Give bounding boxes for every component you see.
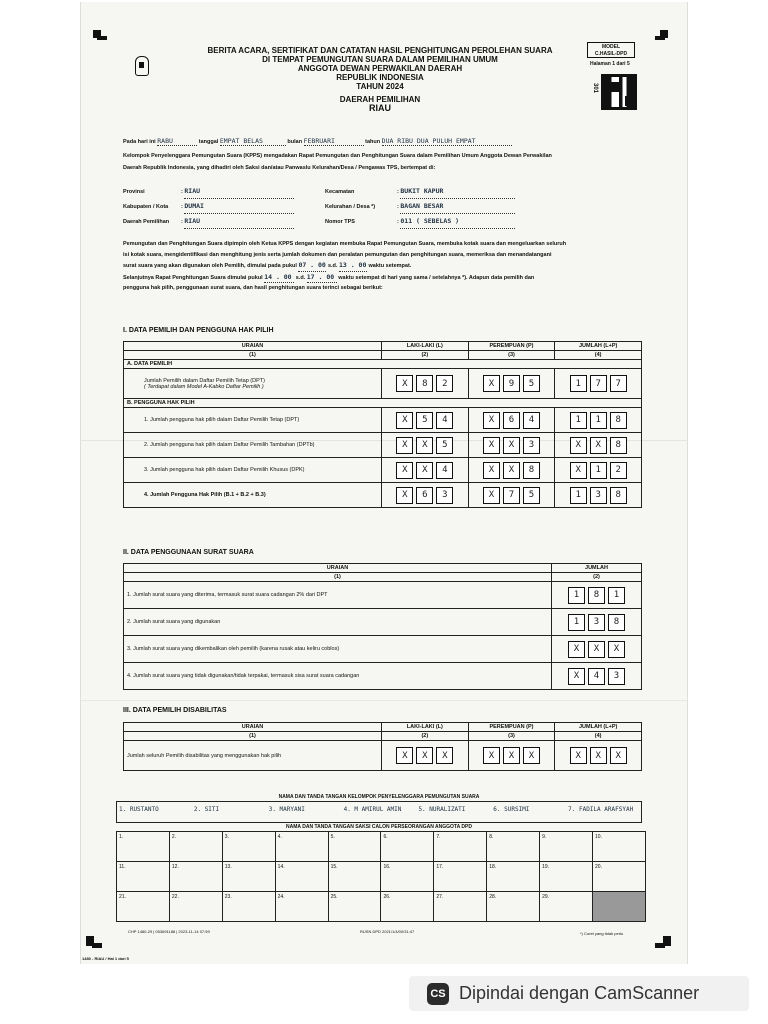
col-header: LAKI-LAKI (L) (382, 342, 469, 351)
digit-box: 1 (590, 412, 607, 429)
saksi-cell: 20. (593, 862, 646, 892)
saksi-cell: 1. (117, 832, 170, 862)
dpt-p-cell (468, 369, 555, 399)
digit-box: 4 (436, 462, 453, 479)
saksi-cell-empty (593, 892, 646, 922)
title-line: RIAU (369, 103, 391, 113)
digit-box: X (608, 641, 625, 658)
saksi-cell: 10. (593, 832, 646, 862)
digit-box: 2 (436, 375, 453, 392)
procedure-line: Selanjutnya Rapat Penghitungan Suara dimulai pukul (123, 274, 263, 281)
col-number: (3) (468, 351, 555, 360)
digit-box: X (483, 747, 500, 764)
label: Daerah Pemilihan (123, 219, 170, 225)
section-1-title: I. DATA PEMILIH DAN PENGGUNA HAK PILIH (123, 327, 274, 334)
tps-value: 011 ( SEBELAS ) (400, 214, 515, 229)
intro-text: Kelompok Penyelenggara Pemungutan Suara (KPPS) mengadakan Rapat Pemungutan dan Penghitungan Suara dalam Pemilihan Umum Anggota Dewan Perwakilan (123, 153, 552, 159)
digit-box-group (472, 375, 552, 392)
label: s.d. (295, 274, 306, 281)
digit-box: 5 (523, 375, 540, 392)
digit-box: X (610, 747, 627, 764)
col-header: URAIAN (124, 564, 552, 573)
digit-box: 9 (503, 375, 520, 392)
model-code: C.HASIL-DPD (594, 51, 628, 57)
disabilitas-row-label: Jumlah seluruh Pemilih disabilitas yang menggunakan hak pilih (124, 741, 382, 771)
ss-r2-cell (552, 609, 642, 636)
digit-box-group (385, 487, 465, 504)
col-number: (4) (555, 732, 642, 741)
saksi-cell: 13. (222, 862, 275, 892)
camscanner-text: Dipindai dengan CamScanner (459, 983, 700, 1003)
b4-p-cell (468, 483, 555, 508)
label: Provinsi (123, 189, 145, 195)
digit-box: X (568, 668, 585, 685)
kpps-signature-row (116, 801, 642, 823)
b2-j-cell (555, 433, 642, 458)
digit-box: X (396, 462, 413, 479)
label: Kelurahan / Desa *) (325, 204, 376, 210)
saksi-cell: 25. (328, 892, 381, 922)
signer-name: 1. RUSTANTO (119, 806, 159, 813)
digit-box-group (472, 437, 552, 454)
col-number: (2) (552, 573, 642, 582)
model-label: MODEL (601, 44, 621, 50)
b1-j-cell (555, 408, 642, 433)
digit-box: 3 (590, 487, 607, 504)
saksi-cell: 26. (381, 892, 434, 922)
ss-row-label: 1. Jumlah surat suara yang diterima, termasuk surat suara cadangan 2% dari DPT (124, 582, 552, 609)
digit-box: 4 (436, 412, 453, 429)
digit-box-group (555, 587, 638, 604)
start-time: 07 . 00 (298, 260, 326, 272)
document-title (170, 46, 590, 113)
ss-row-label: 2. Jumlah surat suara yang digunakan (124, 609, 552, 636)
digit-box: X (416, 747, 433, 764)
col-header: URAIAN (124, 342, 382, 351)
location-block-right: Kecamatan : BUKIT KAPUR Kelurahan / Desa *) : BAGAN BESAR Nomor TPS : 011 ( SEBELAS ) (325, 184, 545, 229)
digit-box: X (590, 437, 607, 454)
col-number: (1) (124, 732, 382, 741)
digit-box-group (558, 375, 638, 392)
digit-box: X (570, 437, 587, 454)
b3-row-label: 3. Jumlah pengguna hak pilih dalam Daftar Pemilih Khusus (DPK) (124, 458, 382, 483)
procedure-line: surat suara yang akan digunakan oleh Pemilih, dimulai pada pukul (123, 263, 297, 269)
digit-box: 4 (523, 412, 540, 429)
digit-box: X (416, 437, 433, 454)
saksi-row (117, 862, 646, 892)
saksi-cell: 23. (222, 892, 275, 922)
digit-box-group (472, 412, 552, 429)
col-header: JUMLAH (L+P) (555, 342, 642, 351)
fold-line (80, 700, 688, 701)
col-header: JUMLAH (L+P) (555, 723, 642, 732)
digit-box-group (472, 462, 552, 479)
subsection-label: A. DATA PEMILIH (124, 360, 642, 369)
saksi-cell: 22. (169, 892, 222, 922)
col-number: (4) (555, 351, 642, 360)
kpps-signature (267, 802, 342, 822)
side-code: 301 (592, 82, 599, 94)
b2-l-cell (382, 433, 469, 458)
label: Kabupaten / Kota (123, 204, 169, 210)
signer-name: 3. MARYANI (268, 806, 305, 813)
label: tanggal (198, 139, 219, 145)
digit-box: X (483, 487, 500, 504)
digit-box: X (483, 437, 500, 454)
b2-row-label: 2. Jumlah pengguna hak pilih dalam Daftar Pemilih Tambahan (DPTb) (124, 433, 382, 458)
label: bulan (287, 139, 303, 145)
location-block: Provinsi : RIAU Kabupaten / Kota : DUMAI Daerah Pemilihan : RIAU (123, 184, 323, 229)
digit-box: X (523, 747, 540, 764)
digit-box: 1 (608, 587, 625, 604)
digit-box: X (503, 747, 520, 764)
digit-box: X (483, 462, 500, 479)
digit-box-group (558, 412, 638, 429)
saksi-cell: 29. (540, 892, 593, 922)
saksi-cell: 19. (540, 862, 593, 892)
col-header: JUMLAH (552, 564, 642, 573)
digit-box: X (483, 412, 500, 429)
col-number: (3) (468, 732, 555, 741)
digit-box: X (570, 747, 587, 764)
saksi-cell: 4. (275, 832, 328, 862)
saksi-cell: 21. (117, 892, 170, 922)
label: waktu setempat. (368, 263, 412, 269)
saksi-row (117, 832, 646, 862)
label: tahun (365, 139, 381, 145)
col-number: (1) (124, 351, 382, 360)
section-3-table (123, 722, 642, 771)
digit-box: 3 (588, 614, 605, 631)
day-value: RABU (157, 138, 197, 146)
kecamatan-value: BUKIT KAPUR (400, 184, 515, 199)
digit-box: 5 (416, 412, 433, 429)
dis-l-cell (382, 741, 469, 771)
digit-box-group (558, 487, 638, 504)
section-1-table (123, 341, 642, 508)
footer-code-left: CHP 1480-29 | 053691188 | 2023-11-14 07:59 (128, 929, 210, 934)
title-line: ANGGOTA DEWAN PERWAKILAN DAERAH (297, 64, 463, 73)
label: s.d. (327, 263, 338, 269)
digit-box: 8 (610, 412, 627, 429)
digit-box: X (396, 375, 413, 392)
digit-box: X (570, 462, 587, 479)
dapil-value: RIAU (184, 214, 294, 229)
ss-r4-cell (552, 663, 642, 690)
registration-mark (92, 943, 102, 948)
digit-box: 8 (608, 614, 625, 631)
digit-box: X (436, 747, 453, 764)
saksi-cell: 14. (275, 862, 328, 892)
saksi-signature-grid (116, 831, 646, 922)
month-value: FEBRUARI (304, 138, 364, 146)
digit-box: X (588, 641, 605, 658)
signer-name: 4. M AMIRUL AMIN (343, 806, 402, 813)
col-number: (1) (124, 573, 552, 582)
registration-mark (655, 36, 665, 40)
label: waktu setempat di hari yang sama / setelahnya *). Adapun data pemilih dan (338, 274, 535, 281)
kpps-signature (342, 802, 417, 822)
ss-r3-cell (552, 636, 642, 663)
digit-box: 7 (610, 375, 627, 392)
saksi-cell: 3. (222, 832, 275, 862)
count-end-time: 17 . 00 (307, 272, 337, 284)
kabupaten-value: DUMAI (184, 199, 294, 214)
digit-box: X (396, 487, 413, 504)
label: Kecamatan (325, 189, 355, 195)
digit-box: 1 (568, 587, 585, 604)
digit-box: 8 (416, 375, 433, 392)
note: ( Terdapat dalam Model A-Kabko Daftar Pemilih ) (144, 383, 264, 390)
kelurahan-value: BAGAN BESAR (400, 199, 515, 214)
digit-box-group (385, 412, 465, 429)
model-box (587, 42, 635, 58)
saksi-cell: 16. (381, 862, 434, 892)
page-indicator: Halaman 1 dari 5 (590, 61, 630, 67)
digit-box: X (416, 462, 433, 479)
digit-box: X (483, 375, 500, 392)
digit-box-group (558, 462, 638, 479)
digit-box: 1 (570, 412, 587, 429)
ss-row-label: 4. Jumlah surat suara yang tidak digunakan/tidak terpakai, termasuk sisa surat suara cadangan (124, 663, 552, 690)
section-2-table (123, 563, 642, 690)
label: Nomor TPS (325, 219, 355, 225)
col-header: PEREMPUAN (P) (468, 723, 555, 732)
kpps-signature (416, 802, 491, 822)
count-start-time: 14 . 00 (264, 272, 294, 284)
digit-box: 3 (523, 437, 540, 454)
digit-box: 8 (610, 437, 627, 454)
kpps-signature-title: NAMA DAN TANDA TANGAN KELOMPOK PENYELENGGARA PEMUNGUTAN SUARA (278, 794, 480, 800)
title-line: REPUBLIK INDONESIA (336, 73, 424, 82)
saksi-cell: 18. (487, 862, 540, 892)
b4-j-cell (555, 483, 642, 508)
b3-p-cell (468, 458, 555, 483)
b1-p-cell (468, 408, 555, 433)
digit-box: 8 (523, 462, 540, 479)
digit-box-group (555, 668, 638, 685)
saksi-cell: 15. (328, 862, 381, 892)
dpt-row-label (124, 369, 382, 399)
footer-note: *) Coret yang tidak perlu (580, 931, 624, 936)
digit-box: 8 (610, 487, 627, 504)
digit-box: 3 (436, 487, 453, 504)
kpps-signature (566, 802, 641, 822)
footer-code-mid: RUSN DPD 2021/1/4/00/31:47 (360, 929, 415, 934)
digit-box-group (558, 437, 638, 454)
signer-name: 2. SITI (193, 806, 220, 813)
digit-box: 4 (588, 668, 605, 685)
b3-l-cell (382, 458, 469, 483)
digit-box: 7 (590, 375, 607, 392)
b1-l-cell (382, 408, 469, 433)
registration-mark (97, 36, 107, 40)
section-3-title: III. DATA PEMILIH DISABILITAS (123, 707, 227, 714)
digit-box: 1 (590, 462, 607, 479)
kpps-signature (192, 802, 267, 822)
ss-row-label: 3. Jumlah surat suara yang dikembalikan oleh pemilih (karena rusak atau keliru coblos) (124, 636, 552, 663)
signer-name: 7. FADILA ARAFSYAH (568, 806, 634, 813)
digit-box: X (396, 437, 413, 454)
saksi-cell: 9. (540, 832, 593, 862)
provinsi-value: RIAU (184, 184, 294, 199)
digit-box: 8 (588, 587, 605, 604)
saksi-cell: 27. (434, 892, 487, 922)
dis-p-cell (468, 741, 555, 771)
saksi-cell: 17. (434, 862, 487, 892)
intro-text: Daerah Republik Indonesia, yang dihadiri oleh Saksi dan/atau Panwaslu Kelurahan/Desa / Pengawas TPS, bertempat di: (123, 165, 436, 171)
saksi-cell: 7. (434, 832, 487, 862)
col-number: (2) (382, 732, 469, 741)
digit-box-group (472, 747, 552, 764)
col-header: LAKI-LAKI (L) (382, 723, 469, 732)
digit-box: 5 (523, 487, 540, 504)
kpu-logo-icon (135, 56, 149, 76)
saksi-cell: 2. (169, 832, 222, 862)
dpt-j-cell (555, 369, 642, 399)
procedure-line: isi kotak suara, mengidentifikasi dan menghitung jenis serta jumlah dokumen dan peralatan pemungutan dan penghitungan suara, memeriksa dan menandatangani (123, 251, 552, 258)
digit-box-group (555, 614, 638, 631)
saksi-cell: 12. (169, 862, 222, 892)
dpt-l-cell (382, 369, 469, 399)
kpps-signature (491, 802, 566, 822)
digit-box: X (503, 437, 520, 454)
digit-box: 1 (568, 614, 585, 631)
section-2-title: II. DATA PENGGUNAAN SURAT SUARA (123, 549, 254, 556)
label: Pada hari ini (123, 139, 156, 145)
camscanner-logo-icon: CS (427, 983, 449, 1005)
digit-box: 5 (436, 437, 453, 454)
procedure-text (123, 239, 645, 294)
saksi-row (117, 892, 646, 922)
b4-l-cell (382, 483, 469, 508)
col-number: (2) (382, 351, 469, 360)
b3-j-cell (555, 458, 642, 483)
col-header: URAIAN (124, 723, 382, 732)
label: Jumlah Pemilih dalam Daftar Pemilih Tetap (DPT) (144, 377, 265, 384)
col-header: PEREMPUAN (P) (468, 342, 555, 351)
digit-box: 7 (503, 487, 520, 504)
footer-page-code: 1480 - RIAU / Hal 1 dari 5 (82, 956, 129, 961)
saksi-cell: 8. (487, 832, 540, 862)
b2-p-cell (468, 433, 555, 458)
saksi-cell: 24. (275, 892, 328, 922)
digit-box: 1 (570, 487, 587, 504)
procedure-line: Pemungutan dan Penghitungan Suara dipimpin oleh Ketua KPPS dengan kegiatan membuka Rapat Pemungutan Suara, membuka kotak suara dan mengeluarkan seluruh (123, 241, 567, 247)
digit-box-group (558, 747, 638, 764)
date-value: EMPAT BELAS (220, 138, 286, 146)
digit-box: 6 (416, 487, 433, 504)
title-line: TAHUN 2024 (356, 82, 404, 91)
title-line: DI TEMPAT PEMUNGUTAN SUARA DALAM PEMILIHAN UMUM (262, 55, 498, 64)
intro-date-line (123, 138, 643, 146)
digit-box-group (472, 487, 552, 504)
b4-row-label: 4. Jumlah Pengguna Hak Pilih (B.1 + B.2 + B.3) (124, 483, 382, 508)
qr-code-icon (601, 74, 637, 110)
b1-row-label: 1. Jumlah pengguna hak pilih dalam Daftar Pemilih Tetap (DPT) (124, 408, 382, 433)
digit-box: 2 (610, 462, 627, 479)
digit-box: X (503, 462, 520, 479)
title-line: DAERAH PEMILIHAN (339, 95, 421, 104)
camscanner-banner (409, 976, 749, 1011)
digit-box-group (385, 462, 465, 479)
digit-box-group (385, 747, 465, 764)
saksi-cell: 6. (381, 832, 434, 862)
procedure-line: pengguna hak pilih, penggunaan surat suara, dan hasil penghitungan suara terinci sebagai berikut: (123, 285, 383, 291)
saksi-cell: 28. (487, 892, 540, 922)
digit-box: 6 (503, 412, 520, 429)
signer-name: 5. NURALIZATI (418, 806, 466, 813)
registration-mark (655, 943, 665, 948)
saksi-cell: 11. (117, 862, 170, 892)
digit-box: 3 (608, 668, 625, 685)
digit-box: 1 (570, 375, 587, 392)
digit-box: X (568, 641, 585, 658)
subsection-label: B. PENGGUNA HAK PILIH (124, 399, 642, 408)
title-line: BERITA ACARA, SERTIFIKAT DAN CATATAN HASIL PENGHITUNGAN PEROLEHAN SUARA (207, 46, 553, 55)
digit-box-group (555, 641, 638, 658)
saksi-signature-title: NAMA DAN TANDA TANGAN SAKSI CALON PERSEORANGAN ANGGOTA DPD (286, 824, 472, 830)
year-value: DUA RIBU DUA PULUH EMPAT (382, 138, 512, 146)
digit-box-group (385, 437, 465, 454)
digit-box: X (590, 747, 607, 764)
kpps-signature (117, 802, 192, 822)
ss-r1-cell (552, 582, 642, 609)
digit-box-group (385, 375, 465, 392)
digit-box: X (396, 412, 413, 429)
saksi-cell: 5. (328, 832, 381, 862)
digit-box: X (396, 747, 413, 764)
end-time: 13 . 00 (339, 260, 367, 272)
dis-j-cell (555, 741, 642, 771)
signer-name: 6. SURSIMI (493, 806, 530, 813)
